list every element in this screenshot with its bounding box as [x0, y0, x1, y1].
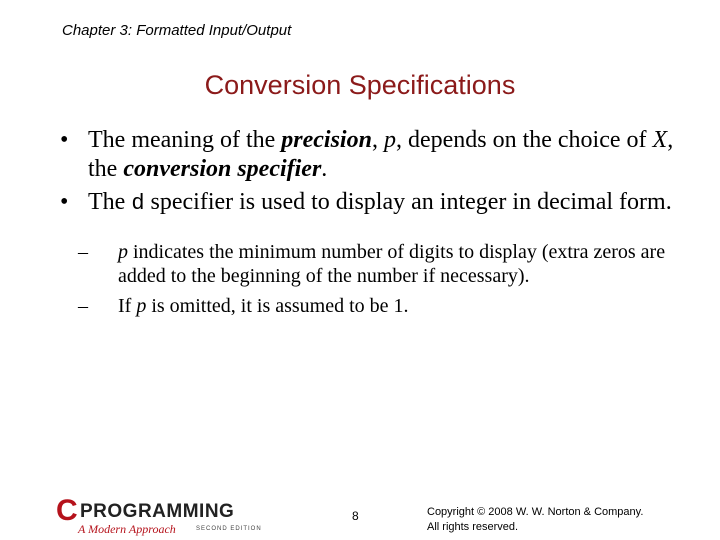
text: If: [118, 295, 137, 317]
var-p: p: [136, 295, 147, 317]
page-number: 8: [352, 509, 359, 523]
copyright-line: All rights reserved.: [427, 521, 519, 533]
bullet-mark: •: [60, 189, 69, 215]
sub-bullet-omitted: [58, 294, 698, 318]
var-p: p: [383, 127, 396, 153]
chapter-header: Chapter 3: Formatted Input/Output: [62, 22, 292, 39]
sub-bullet-list: [58, 240, 698, 318]
term-conversion-specifier: conversion specifier: [123, 156, 322, 182]
slide-title: Conversion Specifications: [204, 70, 516, 100]
bullet-d-specifier: [58, 188, 698, 218]
term-precision: precision: [281, 127, 372, 153]
text: , the: [88, 127, 674, 182]
dash-mark: –: [78, 241, 88, 263]
bullet-precision: [58, 126, 698, 184]
text: ,: [371, 127, 384, 153]
sub-bullet-min-digits: [58, 240, 698, 288]
var-x: X: [652, 127, 668, 153]
text: is omitted, it is assumed to be 1.: [146, 295, 409, 317]
logo-wordmark: PROGRAMMING: [80, 501, 235, 522]
code-d: d: [131, 191, 145, 216]
logo-c-letter: C: [56, 494, 78, 527]
book-logo: [56, 496, 266, 540]
slide-body: [58, 126, 698, 324]
text: .: [321, 156, 328, 182]
copyright: [427, 505, 643, 535]
logo-subtitle: A Modern Approach: [78, 522, 176, 536]
text: , depends on the choice of: [395, 127, 653, 153]
logo-edition: SECOND EDITION: [196, 526, 262, 532]
dash-mark: –: [78, 295, 88, 317]
text: specifier is used to display an integer in decimal form.: [144, 189, 672, 215]
text: The: [88, 189, 132, 215]
text: The meaning of the: [88, 127, 282, 153]
text: indicates the minimum number of digits to display (extra zeros are added to the beginning of the number if necessary).: [118, 241, 666, 287]
bullet-mark: •: [60, 127, 69, 153]
var-p: p: [118, 241, 128, 263]
copyright-line: Copyright © 2008 W. W. Norton & Company.: [427, 506, 644, 518]
